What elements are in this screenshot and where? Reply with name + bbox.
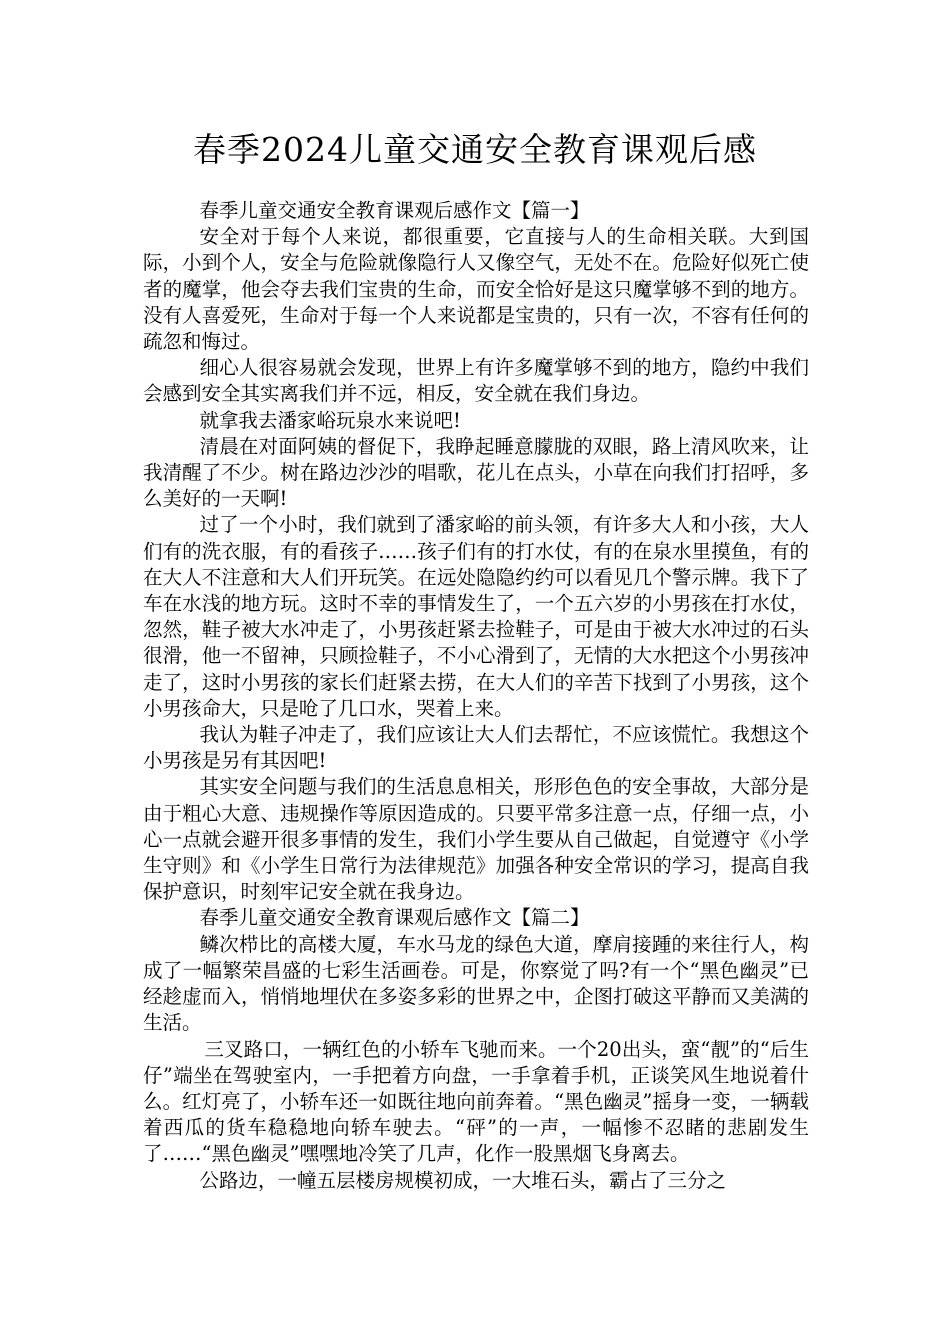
document-title: 春季2024儿童交通安全教育课观后感: [193, 130, 757, 169]
paragraph: 细心人很容易就会发现，世界上有许多魔掌够不到的地方，隐约中我们会感到安全其实离我们并不远，相反，安全就在我们身边。: [143, 356, 809, 406]
paragraph: 公路边，一幢五层楼房规模初成，一大堆石头，霸占了三分之: [199, 1168, 727, 1192]
document-body: [143, 198, 809, 1194]
paragraph: 清晨在对面阿姨的督促下，我睁起睡意朦胧的双眼，路上清风吹来，让我清醒了不少。树在路边沙沙的唱歌，花儿在点头，小草在向我们打招呼，多么美好的一天啊!: [143, 434, 809, 511]
paragraph: 其实安全问题与我们的生活息息相关，形形色色的安全事故，大部分是由于粗心大意、违规操作等原因造成的。只要平常多注意一点，仔细一点，小心一点就会避开很多事情的发生，我们小学生要从自己做起，自觉遵守《小学生守则》和《小学生日常行为法律规范》加强各种安全常识的学习，提高自我保护意识，时刻牢记安全就在我身边。: [143, 775, 809, 904]
paragraph: 我认为鞋子冲走了，我们应该让大人们去帮忙，不应该慌忙。我想这个小男孩是另有其因吧!: [143, 723, 809, 773]
paragraph: 三叉路口，一辆红色的小轿车飞驰而来。一个20出头，蛮“靓”的“后生仔”端坐在驾驶室内，一手把着方向盘，一手拿着手机，正谈笑风生地说着什么。红灯亮了，小轿车还一如既往地向前奔着。“黑色幽灵”摇身一变，一辆载着西瓜的货车稳稳地向轿车驶去。“砰”的一声，一幅惨不忍睹的悲剧发生了……“黑色幽灵”嘿嘿地冷笑了几声，化作一股黑烟飞身离去。: [143, 1037, 809, 1166]
paragraph: 就拿我去潘家峪玩泉水来说吧!: [199, 408, 461, 432]
paragraph: 安全对于每个人来说，都很重要，它直接与人的生命相关联。大到国际，小到个人，安全与危险就像隐行人又像空气，无处不在。危险好似死亡使者的魔掌，他会夺去我们宝贵的生命，而安全恰好是这只魔掌够不到的地方。没有人喜爱死，生命对于每一个人来说都是宝贵的，只有一次，不容有任何的疏忽和悔过。: [143, 225, 809, 354]
section-heading: 春季儿童交通安全教育课观后感作文【篇一】: [199, 199, 590, 222]
paragraph: 鳞次栉比的高楼大厦，车水马龙的绿色大道，摩肩接踵的来往行人，构成了一幅繁荣昌盛的七彩生活画卷。可是，你察觉了吗?有一个“黑色幽灵”已经趁虚而入，悄悄地埋伏在多姿多彩的世界之中，企图打破这平静而又美满的生活。: [143, 932, 809, 1035]
paragraph: 过了一个小时，我们就到了潘家峪的前头领，有许多大人和小孩，大人们有的洗衣服，有的看孩子……孩子们有的打水仗，有的在泉水里摸鱼，有的在大人不注意和大人们开玩笑。在远处隐隐约约可以看见几个警示牌。我下了车在水浅的地方玩。这时不幸的事情发生了，一个五六岁的小男孩在打水仗，忽然，鞋子被大水冲走了，小男孩赶紧去捡鞋子，可是由于被大水冲过的石头很滑，他一不留神，只顾捡鞋子，不小心滑到了，无情的大水把这个小男孩冲走了，这时小男孩的家长们赶紧去捞，在大人们的辛苦下找到了小男孩，这个小男孩命大，只是呛了几口水，哭着上来。: [143, 513, 809, 720]
section-heading: 春季儿童交通安全教育课观后感作文【篇二】: [199, 906, 590, 930]
